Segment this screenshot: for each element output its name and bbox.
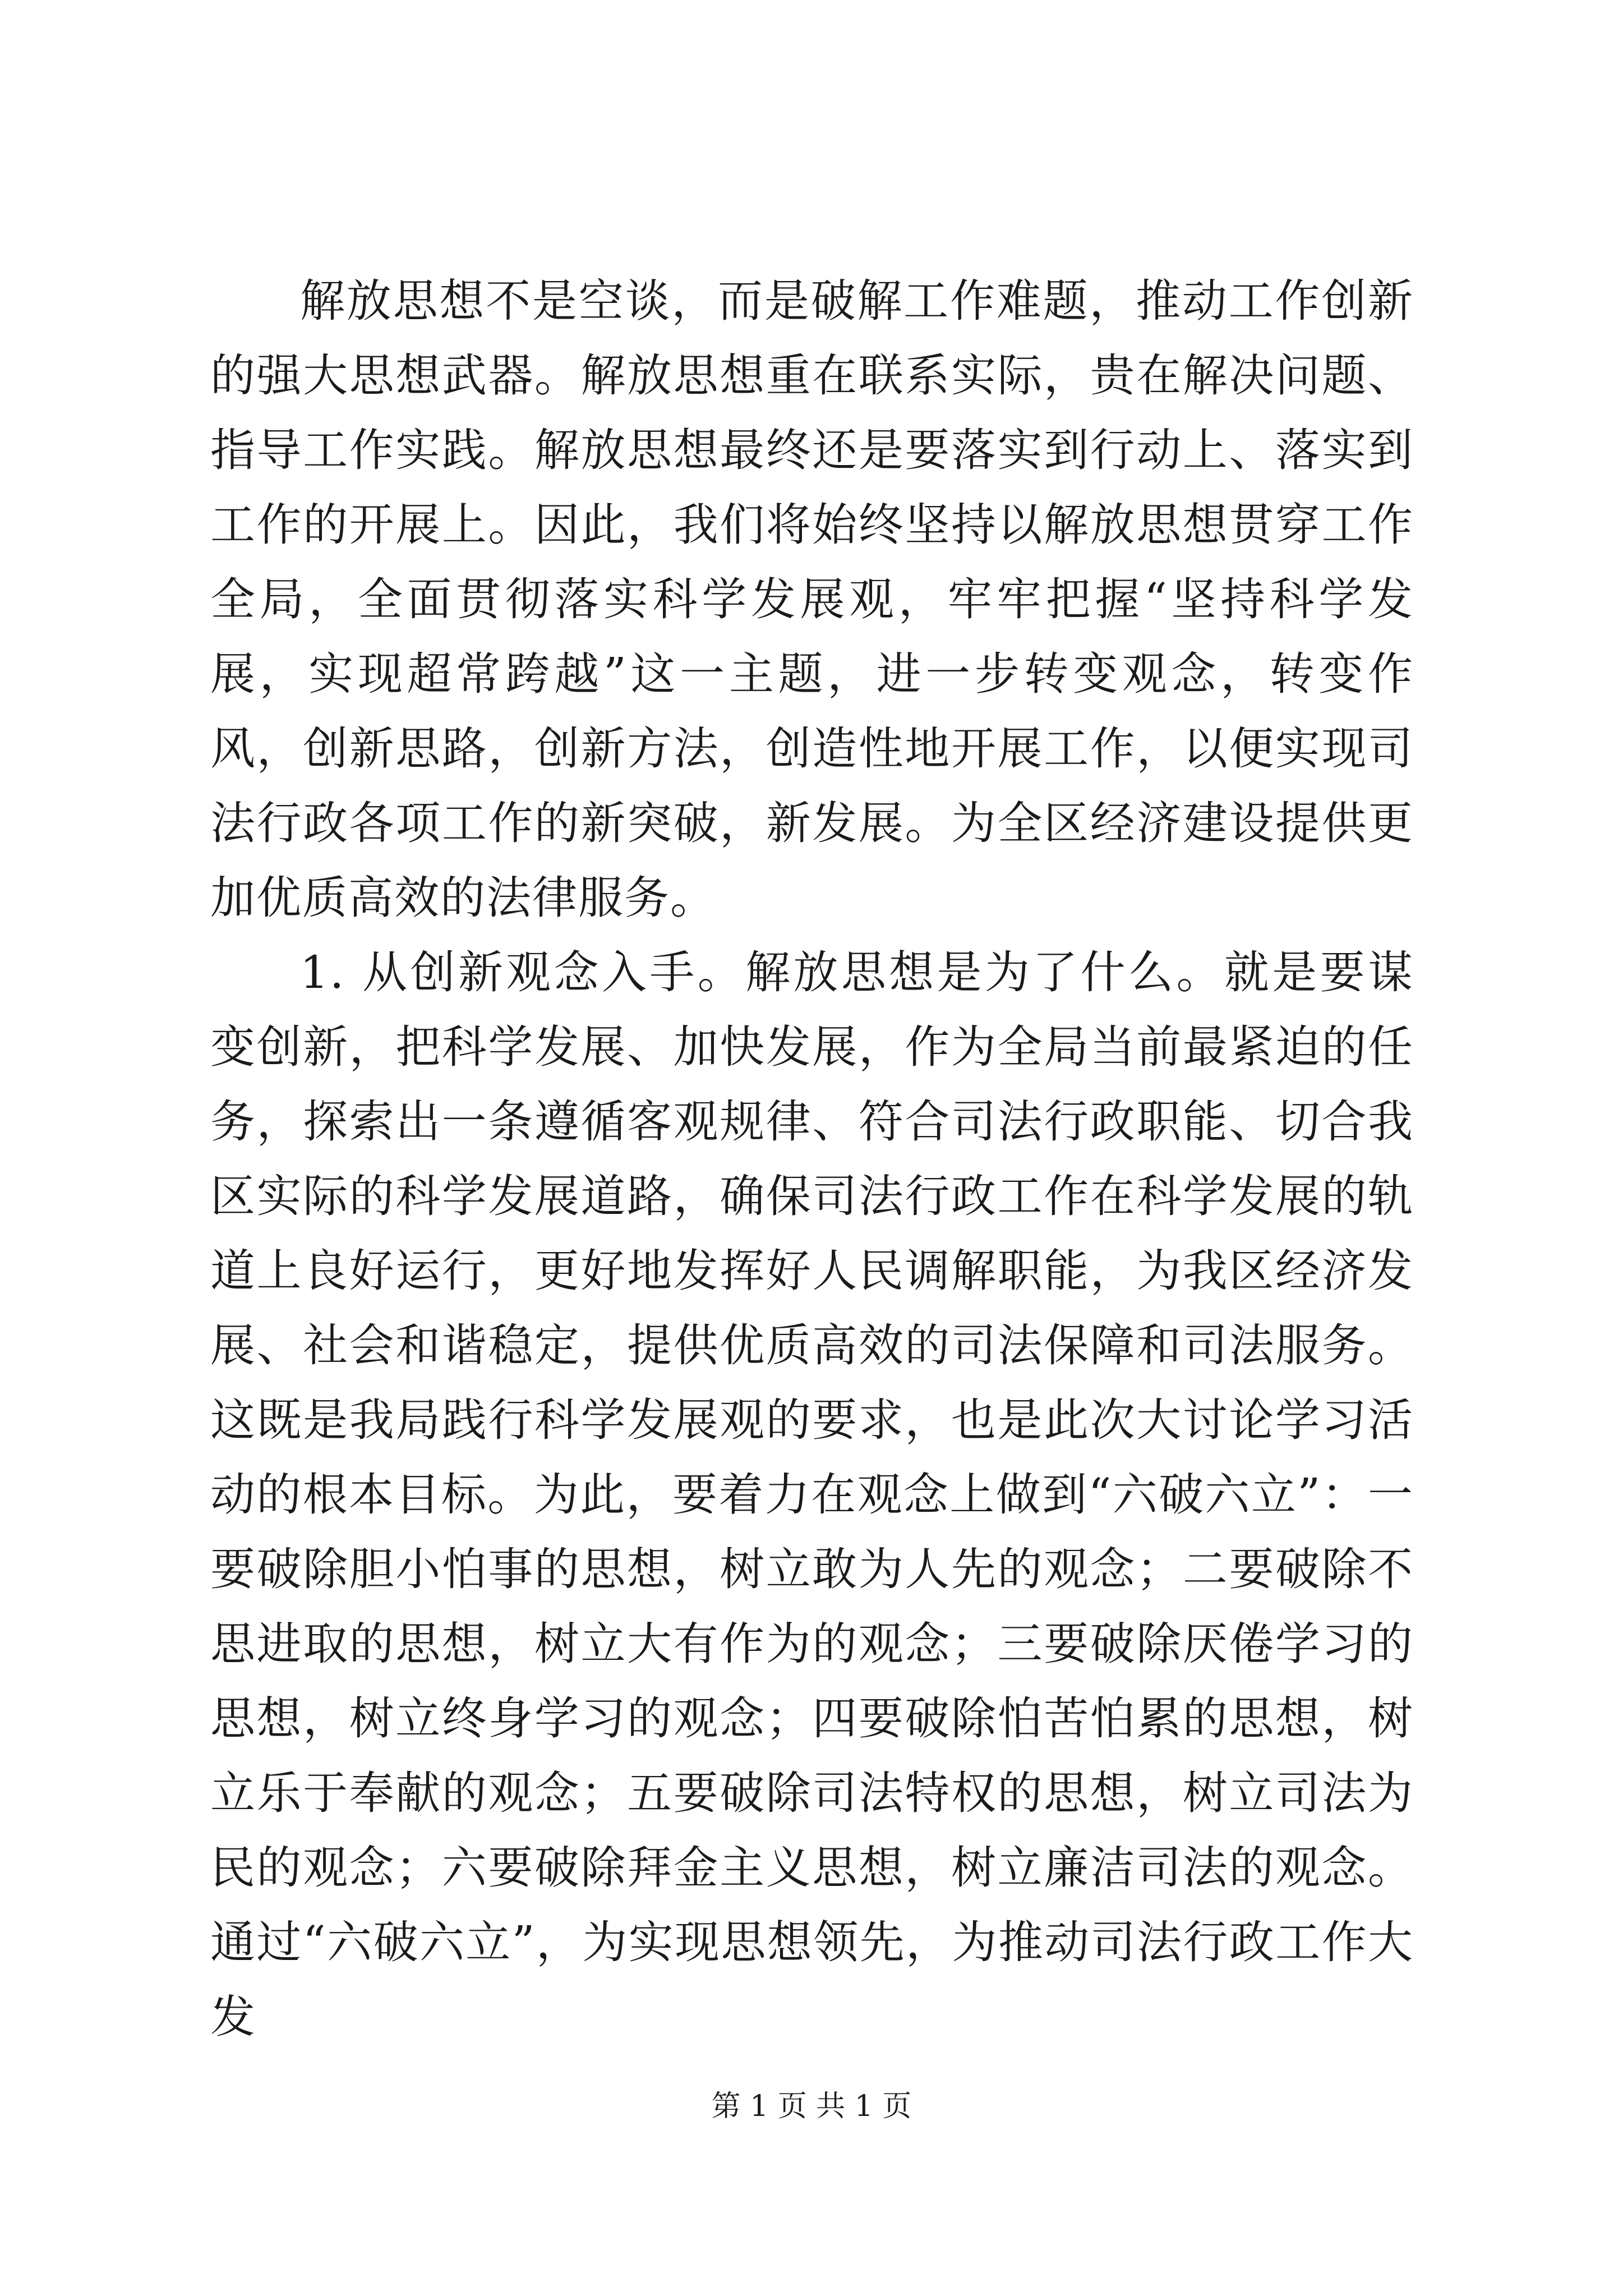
page-footer: 第 1 页 共 1 页 — [711, 2090, 912, 2123]
document-body — [210, 264, 1414, 2054]
paragraph-2: 1. 从创新观念入手。解放思想是为了什么。就是要谋变创新，把科学发展、加快发展，作为全局当前最紧迫的任务，探索出一条遵循客观规律、符合司法行政职能、切合我区实际的科学发展道路，确保司法行政工作在科学发展的轨道上良好运行，更好地发挥好人民调解职能，为我区经济发展、社会和谐稳定，提供优质高效的司法保障和司法服务。这既是我局践行科学发展观的要求，也是此次大讨论学习活动的根本目标。为此，要着力在观念上做到“六破六立”：一要破除胆小怕事的思想，树立敢为人先的观念；二要破除不思进取的思想，树立大有作为的观念；三要破除厌倦学习的思想，树立终身学习的观念；四要破除怕苦怕累的思想，树立乐于奉献的观念；五要破除司法特权的思想，树立司法为民的观念；六要破除拜金主义思想，树立廉洁司法的观念。通过“六破六立”，为实现思想领先，为推动司法行政工作大发 — [210, 946, 1414, 2043]
paragraph-1: 解放思想不是空谈，而是破解工作难题，推动工作创新的强大思想武器。解放思想重在联系实际，贵在解决问题、指导工作实践。解放思想最终还是要落实到行动上、落实到工作的开展上。因此，我们将始终坚持以解放思想贯穿工作全局，全面贯彻落实科学发展观，牢牢把握“坚持科学发展，实现超常跨越”这一主题，进一步转变观念，转变作风，创新思路，创新方法，创造性地开展工作，以便实现司法行政各项工作的新突破，新发展。为全区经济建设提供更加优质高效的法律服务。 — [210, 275, 1414, 924]
